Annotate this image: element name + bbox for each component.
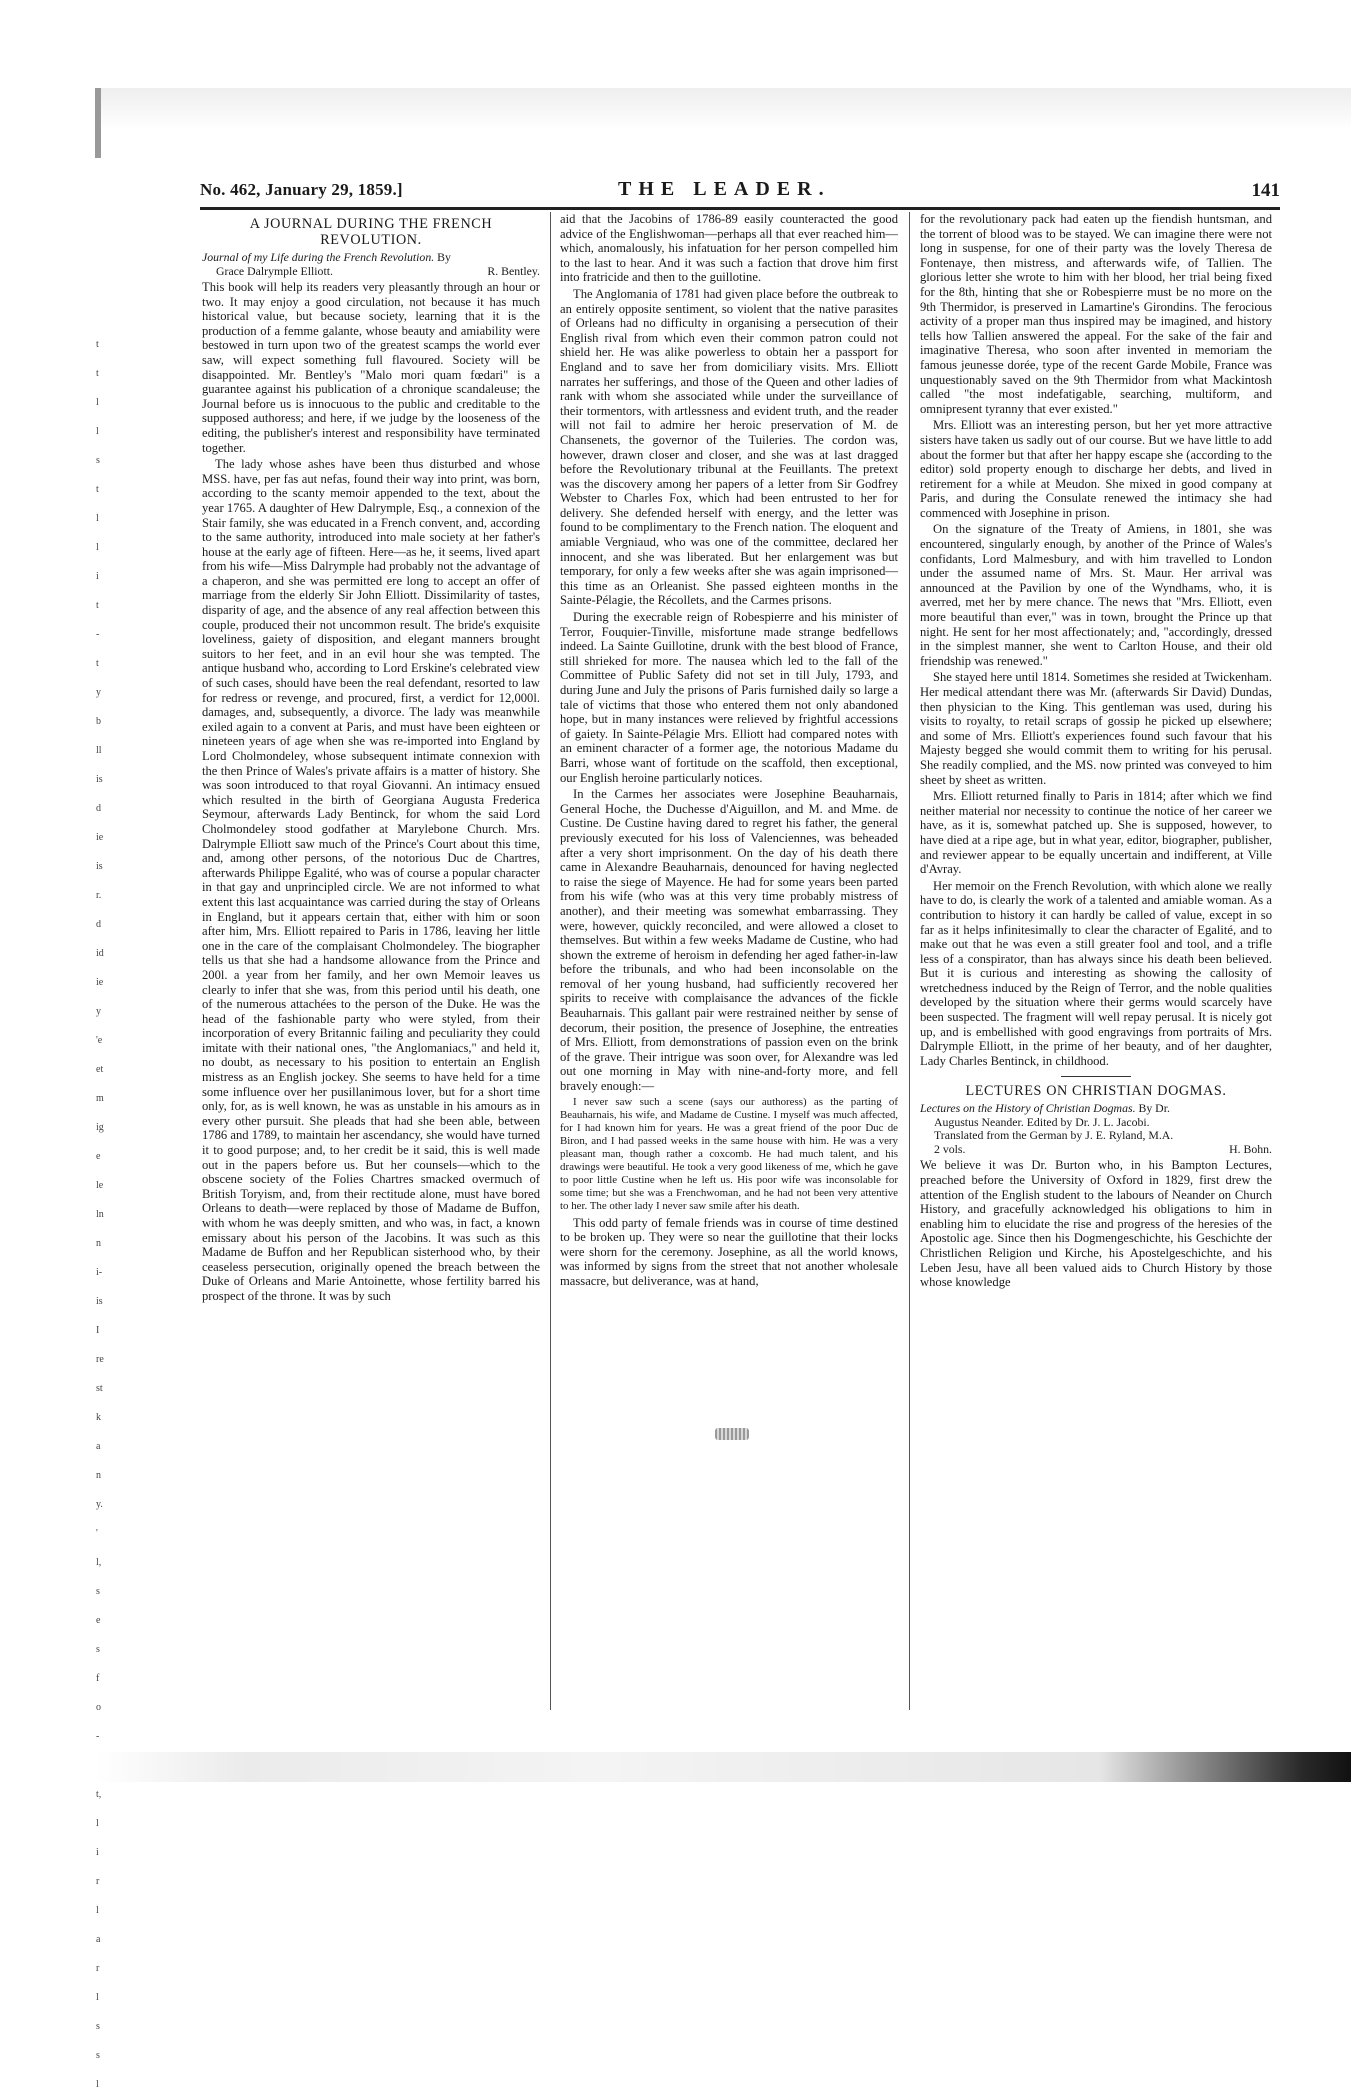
edge-fragment: st	[96, 1383, 103, 1394]
edge-fragment: k	[96, 1412, 101, 1423]
edge-fragment: o	[96, 1702, 101, 1713]
paragraph: The Anglomania of 1781 had given place before the outbreak to an entirely opposite sentiment, so violent that the native parasites of Orleans had no difficulty in organising a persecution of their English rival from which even their common patron could not shield her. He was alike powerless to obtain her a passport for England and to save her from domiciliary visits. Mrs. Elliott narrates her sufferings, and those of the Queen and other ladies of rank with whom she associated while under the surveillance of their tormentors, with artlessness and evident truth, and the reader will not fail to admire her heroic preservation of M. de Chansenets, the governor of the Tuileries. The cordon was, however, drawn closer and closer, and she was at last dragged before the Revolutionary tribunal at the Feuillants. The pretext was the discovery among her papers of a letter from Sir Godfrey Webster to Charles Fox, which had been entrusted to her for delivery. She defended herself with energy, and the letter was found to be complimentary to the French nation. The eloquent and amiable Vergniaud, who was one of the committee, declared her innocent, and she was liberated. But her enlargement was but temporary, for only a few weeks after she was again imprisoned—this time as an Orleanist. She passed eighteen months in the Sainte-Pélagie, the Récollets, and the Carmes prisons.	[560, 286, 898, 608]
edge-fragment: re	[96, 1354, 104, 1365]
edge-fragment: r.	[96, 890, 102, 901]
book-editor: Augustus Neander. Edited by Dr. J. L. Jacobi.	[934, 1114, 1150, 1129]
paragraph: This book will help its readers very pleasantly through an hour or two. It may enjoy a good circulation, not because it has much historical value, but because society, learning that it is the production of a femme galante, whose beauty and amiability were bestowed in turn upon two of the greatest scamps the world ever saw, will expect something full flavoured. Society will be disappointed. Mr. Bentley's "Malo mori quam fœdari" is a guarantee against his publication of a chronique scandaleuse; the Journal before us is innocuous to the public and creditable to the supposed authoress; and here, if we judge by the looseness of the editing, the publisher's interest and responsibility have terminated together.	[202, 280, 540, 455]
article-title: A JOURNAL DURING THE FRENCH REVOLUTION.	[249, 216, 493, 248]
column-2	[560, 212, 898, 1710]
edge-fragment: y	[96, 687, 101, 698]
paragraph: for the revolutionary pack had eaten up the fiendish huntsman, and the torrent of blood was to be stayed. We can imagine there were not long in suspense, for one of their party was the lovely Theresa de Fontenaye, then mistress, and afterwards wife, of Tallien. The glorious letter she wrote to him with her blood, her trial being fixed for the 8th, hinting that she or Robespierre must be no more on the 9th Thermidor, is preserved in Lamartine's Girondins. The ferocious activity of a proper man thus inspired may be imagined, and history tells how Tallien answered the appeal. For the sake of the fair and imaginative Theresa, who soon after invented in memoriam the famous jeunesse dorée, type of the recent Garde Mobile, France was unquestionably saved on the 9th Thermidor from what Mackintosh called "the most indefatigable, searching, multiform, and omnipresent tyranny that ever existed."	[920, 212, 1272, 416]
edge-fragment: t	[96, 658, 99, 669]
citation-by: By Dr.	[1138, 1101, 1170, 1116]
scan-shadow-left	[95, 88, 101, 158]
edge-fragment: ie	[96, 977, 104, 988]
paragraph: During the execrable reign of Robespierre and his minister of Terror, Fouquier-Tinville, misfortune made strange bedfellows indeed. La Sainte Guillotine, drunk with the best blood of France, still shrieked for more. The nausea which led to the fall of the Committee of Public Safety did not set in till July, 1793, and during June and July the prisons of Paris furnished daily so large a tale of victims that those who entered them not only abandoned hope, but in many instances were relieved by frightful accessions of gaiety. In Sainte-Pélagie Mrs. Elliott had compared notes with an eminent character of a former age, the notorious Madame du Barri, whose want of fortitude on the scaffold, then exceptional, our English heroine particularly notices.	[560, 610, 898, 785]
printer-ornament	[715, 1428, 749, 1440]
facing-page-edge	[96, 330, 120, 2090]
edge-fragment: l	[96, 1818, 99, 1829]
paragraph: aid that the Jacobins of 1786-89 easily counteracted the good advice of the Englishwoman—perhaps all that ever reached him—which, anomalously, his infatuation for her person compelled him to the last to hear. And it was such a faction that drove him first into fratricide and then to the guillotine.	[560, 212, 898, 285]
article-body	[202, 280, 540, 1304]
paragraph: She stayed here until 1814. Sometimes she resided at Twickenham. Her medical attendant there was Mr. (afterwards Sir David) Dundas, then physician to the King. This gentleman was used, during his visits to royalty, to retail scraps of gossip he picked up elsewhere; and some of Mrs. Elliott's experiences found such favour that his Majesty begged she would commit them to writing for his perusal. She readily complied, and the MS. now printed was conveyed to him sheet by sheet as written.	[920, 670, 1272, 787]
edge-fragment: ie	[96, 832, 104, 843]
edge-fragment: a	[96, 1934, 101, 1945]
edge-fragment: m	[96, 1093, 104, 1104]
edge-fragment: a	[96, 1441, 101, 1452]
scan-shadow-top	[95, 88, 1351, 130]
edge-fragment: l,	[96, 1557, 102, 1568]
edge-fragment: s	[96, 455, 100, 466]
page-header	[200, 178, 1280, 204]
paragraph: On the signature of the Treaty of Amiens, in 1801, she was encountered, singularly enough, by another of the Prince of Wales's confidants, Lord Malmesbury, and with him travelled to London under the assumed name of Mrs. St. Maur. Her arrival was announced at the Pavilion by one of the Wyndhams, who, it is averred, met her by mere chance. The news that "Mrs. Elliott, even more beautiful than ever," was in town, brought the Prince up that night. He sent for her most affectionately; and, "accordingly, dressed in the simplest manner, she went to Carlton House, and their old friendship was renewed."	[920, 522, 1272, 668]
edge-fragment: is	[96, 1296, 103, 1307]
edge-fragment: '	[96, 1528, 98, 1539]
edge-fragment: n	[96, 1470, 101, 1481]
paragraph: Her memoir on the French Revolution, with which alone we really have to do, is clearly the work of a talented and amiable woman. As a contribution to history it can hardly be called of value, except in so far as it helps infinitesimally to clear the character of Egalité, and to make out that he was even a still greater fool and tool, and a trifle less of a conspirator, than has always since his death been believed. But it is curious and interesting as showing the callosity of wretchedness induced by the Reign of Terror, and the noble qualities developed by the situation where their germs would scarcely have been suspected. The fragment will well repay perusal. It is nicely got up, and is embellished with good engravings from portraits of Mrs. Dalrymple Elliott, in the prime of her beauty, and of her daughter, Lady Charles Bentinck, in childhood.	[920, 878, 1272, 1068]
edge-fragment: t	[96, 484, 99, 495]
edge-fragment: r	[96, 1876, 100, 1887]
edge-fragment: -	[96, 629, 100, 640]
column-rule	[909, 212, 910, 1710]
edge-fragment: t	[96, 339, 99, 350]
book-publisher: R. Bentley.	[487, 263, 540, 278]
column-3	[920, 212, 1272, 1710]
header-rule	[200, 207, 1280, 210]
book-publisher: H. Bohn.	[1229, 1141, 1272, 1156]
edge-fragment: f	[96, 1673, 100, 1684]
edge-fragment: l	[96, 513, 99, 524]
article-title: LECTURES ON CHRISTIAN DOGMAS.	[965, 1083, 1227, 1100]
edge-fragment: b	[96, 716, 101, 727]
edge-fragment: y.	[96, 1499, 103, 1510]
book-citation	[202, 251, 540, 278]
quoted-extract: I never saw such a scene (says our authoress) as the parting of Beauharnais, his wife, and Madame de Custine. I myself was much affected, for I had known him for years. He was a great friend of the poor Duc de Biron, and I had passed weeks in the same house with him. He was a very pleasant man, though rather a coxcomb. He had much talent, and his drawings were beautiful. He took a very good likeness of me, which he gave to poor little Custine when he left us. His poor wife was inconsolable for some time; but she was a Frenchwoman, and he had not been very attentive to her. The other lady I never saw smile after his death.	[560, 1095, 898, 1212]
edge-fragment: l	[96, 426, 99, 437]
edge-fragment: id	[96, 948, 104, 959]
column-1	[202, 212, 540, 1710]
issue-date: No. 462, January 29, 1859.]	[200, 180, 403, 199]
edge-fragment: l	[96, 397, 99, 408]
edge-fragment: t	[96, 600, 99, 611]
edge-fragment: r	[96, 1963, 100, 1974]
edge-fragment: i	[96, 1847, 99, 1858]
edge-fragment: is	[96, 861, 103, 872]
edge-fragment: -	[96, 1731, 100, 1742]
edge-fragment: y	[96, 1006, 101, 1017]
paragraph: Mrs. Elliott returned finally to Paris in 1814; after which we find neither material nor necessity to continue the notice of her career we have, as it is, somewhat patched up. She is supposed, however, to have died at a ripe age, but in what year, editor, biographer, publisher, and reviewer appear to be equally uncertain and indifferent, at Ville d'Avray.	[920, 789, 1272, 877]
book-citation	[920, 1102, 1272, 1156]
edge-fragment: is	[96, 774, 103, 785]
edge-fragment: ll	[96, 745, 102, 756]
masthead-title: THE LEADER.	[618, 178, 831, 200]
book-author: Grace Dalrymple Elliott.	[216, 263, 333, 278]
page-number: 141	[1251, 180, 1280, 201]
edge-fragment: le	[96, 1180, 104, 1191]
edge-fragment: s	[96, 1644, 100, 1655]
edge-fragment: s	[96, 2050, 100, 2061]
edge-fragment: I	[96, 1325, 100, 1336]
paragraph: This odd party of female friends was in course of time destined to be broken up. They were so near the guillotine that their locks were shorn for the ceremony. Josephine, as all the world knows, was informed by signs from the street that not another wholesale massacre, but deliverance, was at hand,	[560, 1215, 898, 1288]
edge-fragment: 'e	[96, 1035, 103, 1046]
edge-fragment: d	[96, 803, 101, 814]
edge-fragment: l	[96, 2079, 99, 2090]
paragraph: Mrs. Elliott was an interesting person, but her yet more attractive sisters have taken us sadly out of our course. But we have little to add about the former but that after her happy escape she (according to the editor) sold property enough to discharge her debts, and lived in retirement for a while at Meudon. She mixed in good company at Paris, and during the Consulate renewed the intimacy she had commenced with Josephine in prison.	[920, 418, 1272, 520]
edge-fragment: t,	[96, 1789, 102, 1800]
edge-fragment: ln	[96, 1209, 104, 1220]
edge-fragment: i	[96, 571, 99, 582]
edge-fragment: l	[96, 542, 99, 553]
scan-shadow-bottom	[95, 1752, 1351, 1782]
edge-fragment: t	[96, 368, 99, 379]
edge-fragment: e	[96, 1615, 101, 1626]
book-translator: Translated from the German by J. E. Ryland, M.A.	[934, 1128, 1174, 1143]
edge-fragment: i-	[96, 1267, 103, 1278]
edge-fragment: l	[96, 1905, 99, 1916]
section-divider	[1061, 1076, 1131, 1077]
book-title: Lectures on the History of Christian Dogmas.	[920, 1101, 1136, 1116]
edge-fragment: et	[96, 1064, 104, 1075]
edge-fragment: s	[96, 1586, 100, 1597]
paragraph: The lady whose ashes have been thus disturbed and whose MSS. have, per fas aut nefas, found their way into print, was born, according to the scanty memoir appended to the text, about the year 1765. A daughter of Hew Dalrymple, Esq., a connexion of the Stair family, she was educated in a French convent, and, according to the same authority, introduced into male society at her father's house at the early age of fifteen. Here—as he, it seems, lived apart from his wife—Miss Dalrymple had probably not the advantage of a chaperon, and she was permitted ere long to accept an offer of marriage from the elderly Sir John Elliott. Dissimilarity of tastes, disparity of age, and the absence of any real affection between this couple, produced their not uncommon result. The bride's exquisite loveliness, gaiety of disposition, and elegant manners brought suitors to her feet, and in an evil hour she was tempted. The antique husband who, according to Lord Erskine's celebrated view of such cases, should have been the real defendant, resorted to law for redress or revenge, and procured, first, a verdict for 12,000l. damages, and, subsequently, a divorce. The lady was meanwhile exiled again to a convent at Paris, and must have been eighteen or nineteen years of age when she was re-imported into England by Lord Cholmondeley, whose subsequent intimate connexion with the then Prince of Wales's private affairs is a matter of history. She was soon introduced to that royal Giovanni. An intimacy ensued which resulted in the birth of Georgiana Augusta Frederica Seymour, afterwards Lady Bentinck, for whom the said Lord Cholmondeley stood godfather at Marylebone Church. Mrs. Dalrymple Elliott saw much of the Prince's Court about this time, and, among other persons, of the notorious Duc de Chartres, afterwards Philippe Egalité, who was of course a popular character in that gay and unprincipled circle. We are not informed to what extent this last acquaintance was carried during the stay of Orleans in England, but it appears certain that, either with him or soon after him, Mrs. Elliott repaired to Paris in 1786, leaving her little one in the care of the complaisant Cholmondeley. The biographer tells us that she had a handsome allowance from the Prince and 200l. a year from her family, and her own Memoir leaves us clearly to infer that she was, from this period until his death, one of the numerous attachées to the person of the Duke. He was the head of the fashionable party who were styled, from their incorporation of every Britannic failing and peculiarity they could imitate with their national ones, "the Anglomaniacs," and held it, no doubt, as necessary to his position to entertain an English mistress as an English jockey. She seems to have held for a time some influence over her pusillanimous lover, but for a short time only, for, as is well known, he was as unstable in his amours as in every other pursuit. She pleads that had she been able, between 1786 and 1789, to maintain her ascendancy, she would have turned it to good purpose; and, to her credit be it said, this is well made out in the papers before us. But her counsels—which to the obscene society of the Folies Chartres smacked overmuch of British Toryism, and, from their rectitude alone, must have bored Orleans to death—were replaced by those of Madame de Buffon, with whom he was deeply smitten, and who was, in fact, a known emissary about his person of the Jacobins. It was such as this Madame de Buffon and her Republican sisterhood who, by their ceaseless persecution, originally opened the breach between the Duke of Orleans and Marie Antoinette, whose fertility barred his prospect of the throne. It was by such	[202, 457, 540, 1303]
citation-by: By	[437, 250, 451, 264]
paragraph: We believe it was Dr. Burton who, in his Bampton Lectures, preached before the University of Oxford in 1829, first drew the attention of the English student to the labours of Neander on Church History, and gracefully acknowledged his obligations to him in enabling him to elucidate the rise and progress of the heresies of the Apostolic age. Since then his Dogmengeschichte, his Geschichte der Christlichen Religion und Kirche, his Apostelgeschichte, and his Leben Jesu, have all been valued aids to Church History by those whose knowledge	[920, 1158, 1272, 1290]
column-rule	[550, 212, 551, 1710]
edge-fragment: e	[96, 1151, 101, 1162]
edge-fragment: s	[96, 2021, 100, 2032]
paragraph: In the Carmes her associates were Josephine Beauharnais, General Hoche, the Duchesse d'Aiguillon, and M. and Mme. de Custine. De Custine having dared to regret his father, the general previously executed for his loss of Valenciennes, was beheaded after a very short imprisonment. On the day of his death there came in Alexandre Beauharnais, denounced for having neglected to raise the siege of Mayence. He had for some years been parted from his wife (who was at this very time probably mistress of another), and their meeting was somewhat embarrassing. They were, however, quickly reconciled, and were allowed a closet to themselves. But within a few weeks Madame de Custine, who had shown the extreme of heroism in defending her aged father-in-law before the tribunals, and who had been inconsolable on the removal of her young husband, had sufficiently recovered her spirits to receive with complaisance the advances of the fickle Beauharnais. This gallant pair were restrained neither by sense of decorum, their position, the presence of Josephine, the entreaties of Mrs. Elliott, from demonstrations of passion even on the brink of the grave. Their intrigue was soon over, for Alexandre was led out one morning in May with nine-and-forty more, and fell bravely enough:—	[560, 787, 898, 1094]
edge-fragment: n	[96, 1238, 101, 1249]
edge-fragment: l	[96, 1992, 99, 2003]
edge-fragment: ig	[96, 1122, 104, 1133]
book-title: Journal of my Life during the French Revolution.	[202, 250, 435, 264]
edge-fragment: d	[96, 919, 101, 930]
book-volumes: 2 vols.	[934, 1141, 966, 1156]
